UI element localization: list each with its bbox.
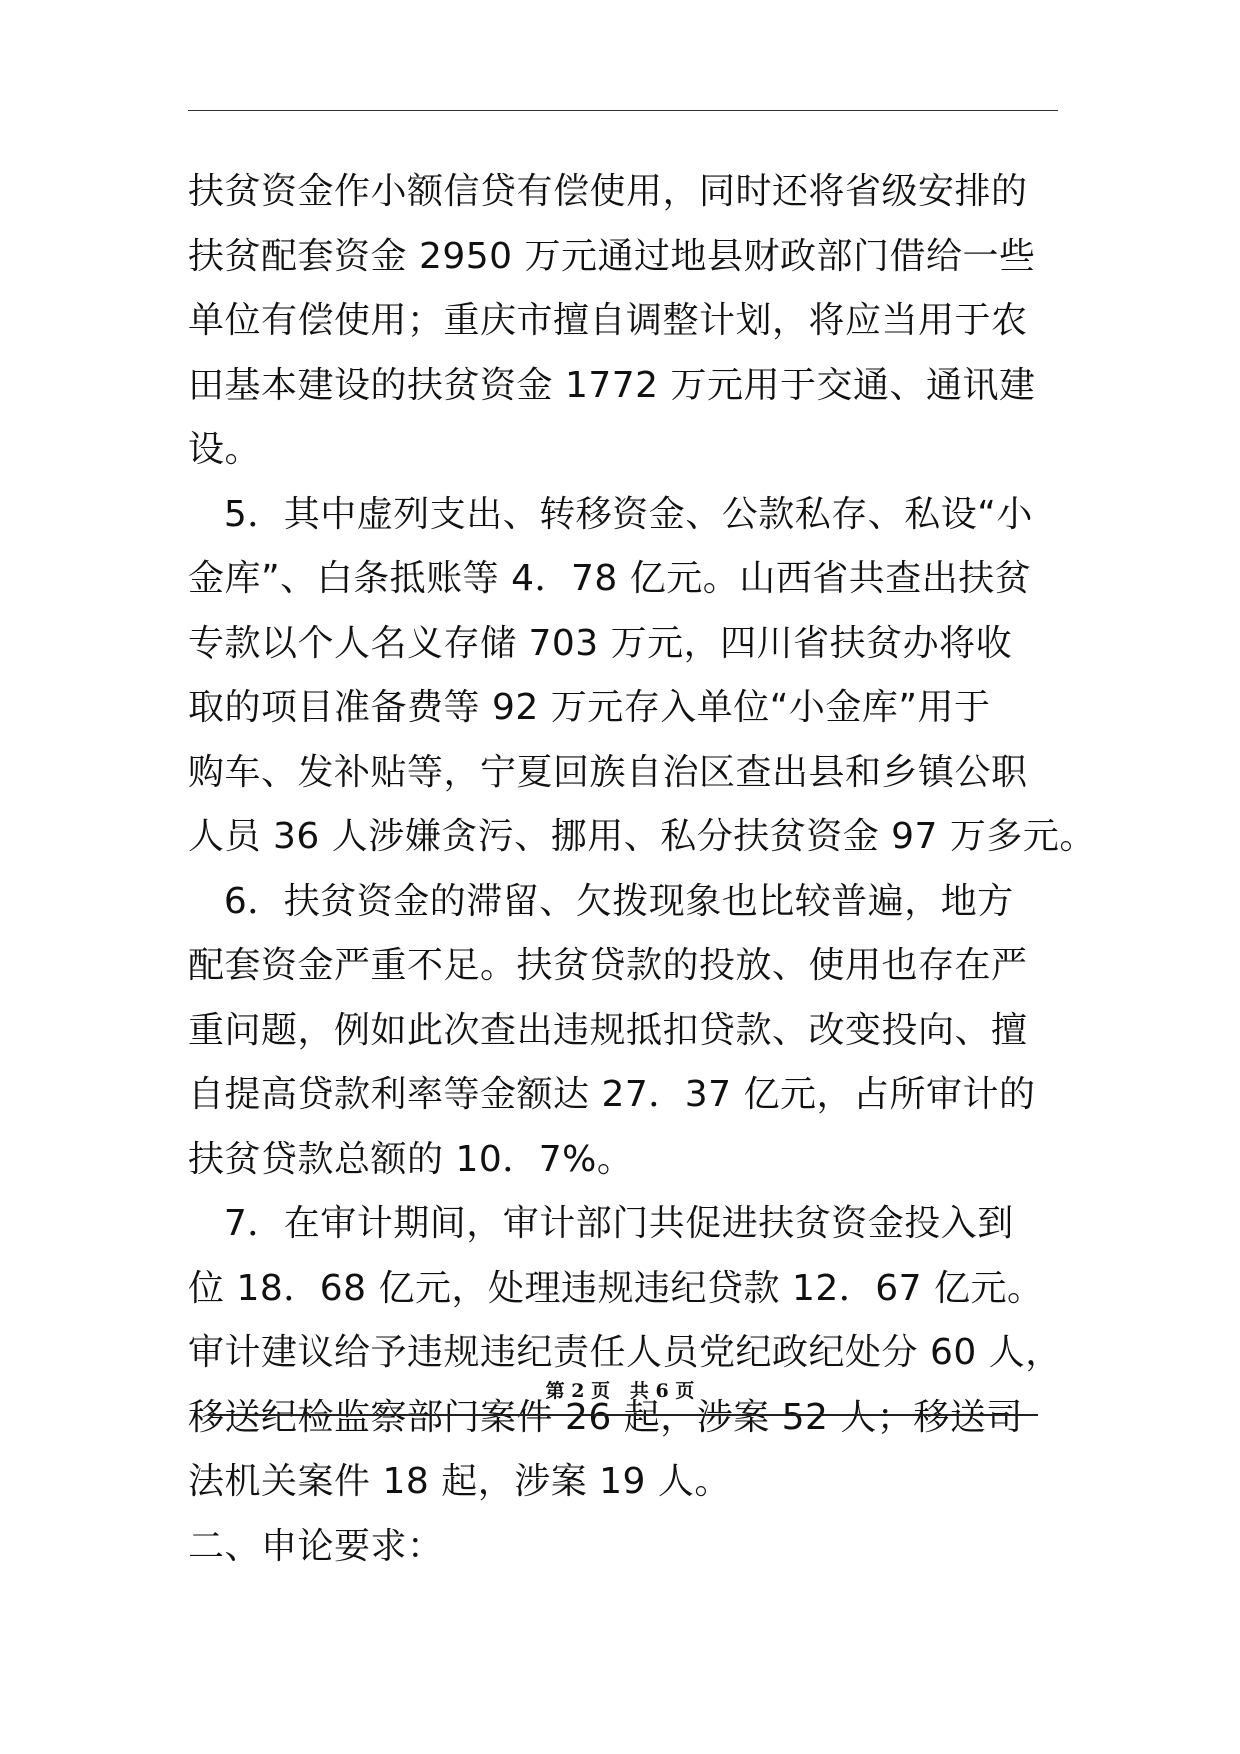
- text-line: 审计建议给予违规违纪责任人员党纪政纪处分 60 人，: [188, 1332, 1062, 1373]
- text-line: 取的项目准备费等 92 万元存入单位“小金库”用于: [188, 687, 991, 728]
- section-heading: 二、申论要求：: [188, 1525, 444, 1567]
- text-line: 6．扶贫资金的滞留、欠拨现象也比较普遍，地方: [188, 880, 1014, 922]
- text-line: 单位有偿使用；重庆市擅自调整计划，将应当用于农: [188, 300, 1028, 341]
- text-line: 自提高贷款利率等金额达 27．37 亿元，占所审计的: [188, 1074, 1036, 1115]
- text-line: 重问题，例如此次查出违规抵扣贷款、改变投向、擅: [188, 1009, 1028, 1051]
- text-line: 设。: [188, 429, 262, 470]
- page-number: 第 2 页 共 6 页: [545, 1380, 695, 1402]
- text-line: 5．其中虚列支出、转移资金、公款私存、私设“小: [188, 493, 1033, 535]
- text-line: 配套资金严重不足。扶贫贷款的投放、使用也存在严: [188, 945, 1028, 986]
- footer-rule: [208, 1414, 1038, 1416]
- text-line: 位 18．68 亿元，处理违规违纪贷款 12．67 亿元。: [188, 1267, 1044, 1309]
- text-line: 扶贫资金作小额信贷有偿使用，同时还将省级安排的: [188, 171, 1028, 212]
- header-rule: [188, 110, 1058, 111]
- text-line: 扶贫贷款总额的 10．7%。: [188, 1138, 634, 1180]
- text-line: 法机关案件 18 起，涉案 19 人。: [188, 1461, 731, 1502]
- document-body: [188, 160, 1096, 1579]
- text-line: 扶贫配套资金 2950 万元通过地县财政部门借给一些: [188, 235, 1036, 277]
- text-line: 7．在审计期间，审计部门共促进扶贫资金投入到: [188, 1203, 1014, 1244]
- text-line: 田基本建设的扶贫资金 1772 万元用于交通、通讯建: [188, 364, 1036, 406]
- text-line: 人员 36 人涉嫌贪污、挪用、私分扶贫资金 97 万多元。: [188, 816, 1096, 857]
- text-line: 金库”、白条抵账等 4．78 亿元。山西省共查出扶贫: [188, 558, 1032, 599]
- text-line: 购车、发补贴等，宁夏回族自治区查出县和乡镇公职: [188, 751, 1028, 793]
- text-line: 专款以个人名义存储 703 万元，四川省扶贫办将收: [188, 622, 1013, 664]
- text-line: 移送纪检监察部门案件 26 起，涉案 52 人；移送司: [188, 1396, 1023, 1438]
